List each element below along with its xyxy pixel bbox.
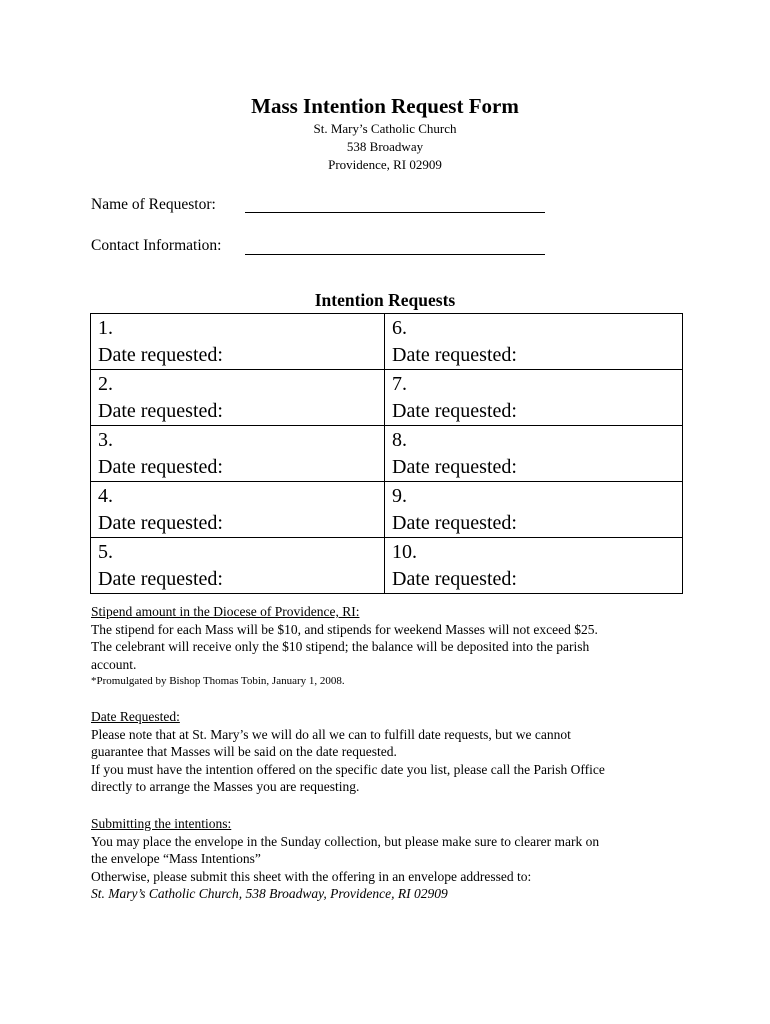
intention-number: 1.	[98, 317, 113, 339]
contact-info-label: Contact Information:	[91, 237, 222, 254]
church-street: 538 Broadway	[346, 139, 424, 154]
intention-table	[90, 313, 683, 594]
intention-number: 2.	[98, 373, 113, 395]
submitting-line: Otherwise, please submit this sheet with the offering in an envelope addressed to:	[91, 868, 532, 884]
submitting-heading: Submitting the intentions:	[91, 816, 232, 831]
intention-cell-3[interactable]	[91, 426, 385, 482]
intention-cell-8[interactable]	[385, 426, 683, 482]
stipend-line: account.	[91, 656, 137, 672]
date-requested-label: Date requested:	[392, 512, 517, 534]
submitting-line: the envelope “Mass Intentions”	[91, 851, 261, 867]
requestor-name-field[interactable]	[245, 198, 545, 213]
intention-cell-1[interactable]	[91, 314, 385, 370]
intention-cell-10[interactable]	[385, 538, 683, 594]
intention-cell-5[interactable]	[91, 538, 385, 594]
stipend-section	[91, 603, 691, 691]
contact-info-row	[91, 237, 221, 255]
requestor-name-row	[91, 196, 216, 214]
table-row	[91, 482, 683, 538]
date-requested-section	[91, 708, 691, 796]
intention-cell-2[interactable]	[91, 370, 385, 426]
date-requested-label: Date requested:	[98, 400, 223, 422]
stipend-heading: Stipend amount in the Diocese of Providence, RI:	[91, 604, 360, 619]
intention-cell-7[interactable]	[385, 370, 683, 426]
intention-requests-title: Intention Requests	[314, 290, 456, 310]
stipend-line: The stipend for each Mass will be $10, and stipends for weekend Masses will not exceed $25.	[91, 621, 598, 637]
intention-number: 4.	[98, 485, 113, 507]
date-requested-label: Date requested:	[392, 344, 517, 366]
table-row	[91, 370, 683, 426]
stipend-note: *Promulgated by Bishop Thomas Tobin, January 1, 2008.	[91, 675, 345, 688]
intention-number: 3.	[98, 429, 113, 451]
date-requested-label: Date requested:	[392, 568, 517, 590]
mailing-address: St. Mary’s Catholic Church, 538 Broadway, Providence, RI 02909	[91, 886, 448, 902]
date-requested-line: If you must have the intention offered on the specific date you list, please call the Parish Office	[91, 761, 605, 777]
submitting-line: You may place the envelope in the Sunday collection, but please make sure to clearer mark on	[91, 833, 600, 849]
church-city: Providence, RI 02909	[328, 157, 442, 172]
contact-info-field[interactable]	[245, 240, 545, 255]
date-requested-line: Please note that at St. Mary’s we will do all we can to fulfill date requests, but we cannot	[91, 726, 571, 742]
intention-number: 5.	[98, 541, 113, 563]
church-name: St. Mary’s Catholic Church	[313, 121, 457, 136]
date-requested-label: Date requested:	[98, 344, 223, 366]
table-row	[91, 314, 683, 370]
intention-number: 6.	[392, 317, 407, 339]
date-requested-line: guarantee that Masses will be said on the date requested.	[91, 744, 397, 760]
intention-number: 8.	[392, 429, 407, 451]
date-requested-label: Date requested:	[98, 456, 223, 478]
date-requested-heading: Date Requested:	[91, 709, 180, 724]
table-row	[91, 538, 683, 594]
date-requested-label: Date requested:	[98, 512, 223, 534]
stipend-line: The celebrant will receive only the $10 stipend; the balance will be deposited into the parish	[91, 639, 590, 655]
date-requested-line: directly to arrange the Masses you are requesting.	[91, 779, 360, 795]
intention-cell-6[interactable]	[385, 314, 683, 370]
intention-number: 9.	[392, 485, 407, 507]
form-title: Mass Intention Request Form	[251, 94, 519, 118]
intention-number: 10.	[392, 541, 417, 563]
date-requested-label: Date requested:	[98, 568, 223, 590]
date-requested-label: Date requested:	[392, 400, 517, 422]
date-requested-label: Date requested:	[392, 456, 517, 478]
submitting-section	[91, 815, 691, 903]
intention-cell-9[interactable]	[385, 482, 683, 538]
intention-cell-4[interactable]	[91, 482, 385, 538]
requestor-name-label: Name of Requestor:	[91, 196, 216, 213]
table-row	[91, 426, 683, 482]
intention-number: 7.	[392, 373, 407, 395]
